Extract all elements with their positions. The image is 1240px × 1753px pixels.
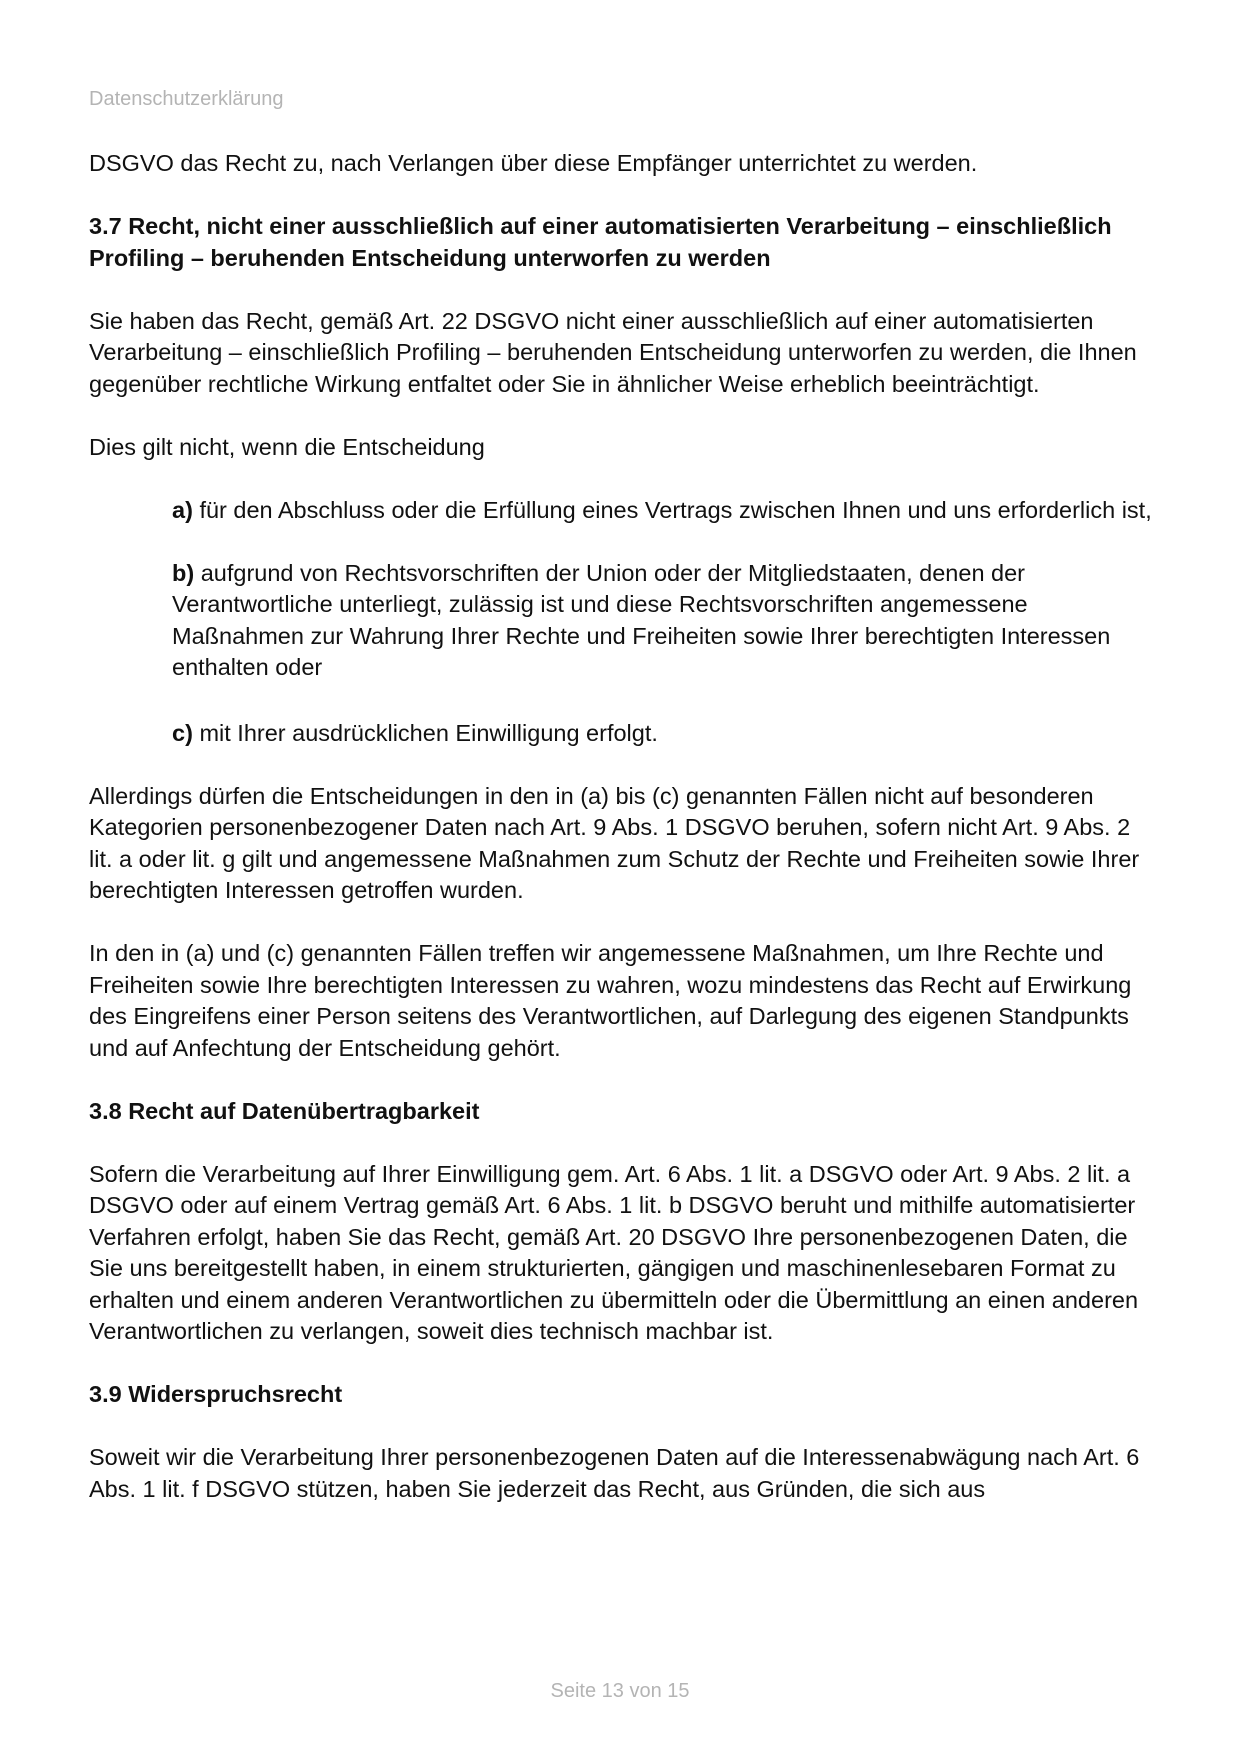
section-heading: 3.7 Recht, nicht einer ausschließlich auf einer automatisierten Verarbeitung – einschließlich Profiling – beruhenden Entscheidung unterworfen zu werden (89, 213, 1112, 271)
list-item (172, 718, 1159, 750)
list-marker: a) (172, 496, 193, 523)
paragraph: DSGVO das Recht zu, nach Verlangen über diese Empfänger unterrichtet zu werden. (89, 150, 978, 176)
paragraph: In den in (a) und (c) genannten Fällen treffen wir angemessene Maßnahmen, um Ihre Rechte und Freiheiten sowie Ihre berechtigten Interessen zu wahren, wozu mindestens das Recht auf Erwirkung des Eingreifens einer Person seitens des Verantwortlichen, auf Darlegung des eigenen Standpunkts und auf Anfechtung der Entscheidung gehört. (89, 940, 1132, 1061)
section-heading: 3.8 Recht auf Datenübertragbarkeit (89, 1097, 480, 1124)
list-marker: b) (172, 559, 195, 586)
document-body (89, 148, 1159, 1537)
list-item-text: aufgrund von Rechtsvorschriften der Union oder der Mitgliedstaaten, denen der Verantwortliche unterliegt, zulässig ist und diese Rechtsvorschriften angemessene Maßnahmen zur Wahrung Ihrer Rechte und Freiheiten sowie Ihrer berechtigten Interessen enthalten oder (172, 559, 1111, 680)
paragraph: Soweit wir die Verarbeitung Ihrer personenbezogenen Daten auf die Interessenabwägung nach Art. 6 Abs. 1 lit. f DSGVO stützen, haben Sie jederzeit das Recht, aus Gründen, die sich aus (89, 1444, 1140, 1502)
paragraph: Dies gilt nicht, wenn die Entscheidung (89, 433, 485, 460)
paragraph: Allerdings dürfen die Entscheidungen in den in (a) bis (c) genannten Fällen nicht auf besonderen Kategorien personenbezogener Daten nach Art. 9 Abs. 1 DSGVO beruhen, sofern nicht Art. 9 Abs. 2 lit. a oder lit. g gilt und angemessene Maßnahmen zum Schutz der Rechte und Freiheiten sowie Ihrer berechtigten Interessen getroffen wurden. (89, 782, 1140, 903)
paragraph: Sofern die Verarbeitung auf Ihrer Einwilligung gem. Art. 6 Abs. 1 lit. a DSGVO oder Art. 9 Abs. 2 lit. a DSGVO oder auf einem Vertrag gemäß Art. 6 Abs. 1 lit. b DSGVO beruht und mithilfe automatisierter Verfahren erfolgt, haben Sie das Recht, gemäß Art. 20 DSGVO Ihre personenbezogenen Daten, die Sie uns bereitgestellt haben, in einem strukturierten, gängigen und maschinenlesebaren Format zu erhalten und einem anderen Verantwortlichen zu übermitteln oder die Übermittlung an einen anderen Verantwortlichen zu verlangen, soweit dies technisch machbar ist. (89, 1160, 1139, 1344)
running-header: Datenschutzerklärung (89, 88, 284, 110)
list-item (172, 558, 1159, 684)
page-number: Seite 13 von 15 (550, 1680, 690, 1702)
paragraph: Sie haben das Recht, gemäß Art. 22 DSGVO nicht einer ausschließlich auf einer automatisierten Verarbeitung – einschließlich Profiling – beruhenden Entscheidung unterworfen zu werden, die Ihnen gegenüber rechtliche Wirkung entfaltet oder Sie in ähnlicher Weise erheblich beeinträchtigt. (89, 307, 1137, 397)
list-item-text: für den Abschluss oder die Erfüllung eines Vertrags zwischen Ihnen und uns erforderlich ist, (199, 496, 1152, 523)
section-heading: 3.9 Widerspruchsrecht (89, 1381, 343, 1407)
list-item-text: mit Ihrer ausdrücklichen Einwilligung erfolgt. (199, 719, 658, 746)
list-marker: c) (172, 719, 193, 746)
list-item (172, 495, 1159, 527)
